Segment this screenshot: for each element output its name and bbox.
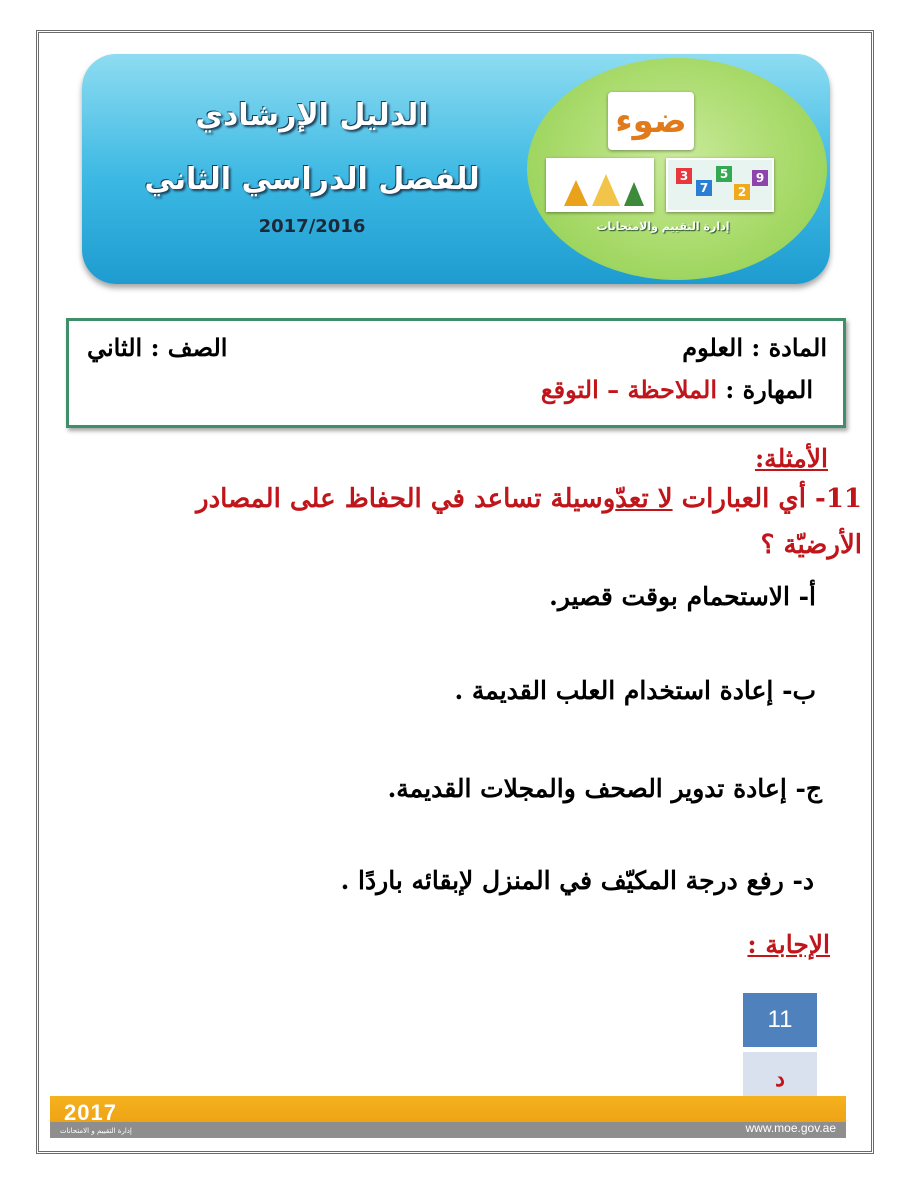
option-b: ب- إعادة استخدام العلب القديمة . [454, 676, 816, 705]
answer-table [743, 993, 817, 1106]
colorful-numbers-image [666, 158, 774, 212]
question-rest: وسيلة تساعد في الحفاظ على المصادر [196, 484, 616, 514]
subject-label: المادة : [743, 333, 827, 362]
flask-shape [624, 182, 644, 206]
semester-title: للفصل الدراسي الثاني [144, 162, 480, 197]
examples-heading: الأمثلة: [754, 444, 828, 473]
dhad-logo-text: ضوء [615, 101, 687, 141]
header-banner [82, 54, 830, 284]
grade-label: الصف : [142, 333, 228, 362]
academic-year: 2017/2016 [258, 216, 366, 237]
answer-table-header: 11 [743, 993, 817, 1047]
number-block: 2 [734, 184, 750, 200]
footer-url: www.moe.gov.ae [745, 1121, 836, 1135]
dhad-logo [608, 92, 694, 150]
grade-value: الثاني [87, 333, 143, 362]
number-block: 5 [716, 166, 732, 182]
number-block: 7 [696, 180, 712, 196]
footer-department: إدارة التقييم و الامتحانات [60, 1127, 132, 1135]
subject-info-box [66, 318, 846, 428]
subject-value: العلوم [682, 333, 743, 362]
lab-flasks-image [546, 158, 654, 212]
guide-title: الدليل الإرشادي [195, 98, 429, 133]
option-d: د- رفع درجة المكيّف في المنزل لإبقائه باردًا . [340, 866, 814, 895]
department-label: إدارة التقييم والامتحانات [596, 220, 730, 233]
number-block: 9 [752, 170, 768, 186]
footer-year: 2017 [64, 1100, 117, 1125]
option-c: ج- إعادة تدوير الصحف والمجلات القديمة. [387, 774, 822, 803]
skill-label: المهارة : [717, 375, 813, 404]
flask-shape [592, 174, 620, 206]
option-a: أ- الاستحمام بوقت قصير. [549, 582, 816, 611]
answer-table-value: د [743, 1052, 817, 1106]
footer-strip [50, 1122, 846, 1138]
subject-line [682, 333, 827, 362]
skill-value: الملاحظة – التوقع [540, 375, 718, 404]
number-block: 3 [676, 168, 692, 184]
flask-shape [564, 180, 588, 206]
question-text-line2: الأرضيّة ؟ [760, 530, 862, 560]
question-prefix: 11- أي العبارات [672, 484, 862, 514]
answer-heading: الإجابة : [747, 930, 830, 959]
question-negation: لا تعدّ [615, 484, 673, 514]
question-text [196, 484, 862, 514]
skill-line [541, 375, 813, 404]
grade-line [87, 333, 227, 362]
